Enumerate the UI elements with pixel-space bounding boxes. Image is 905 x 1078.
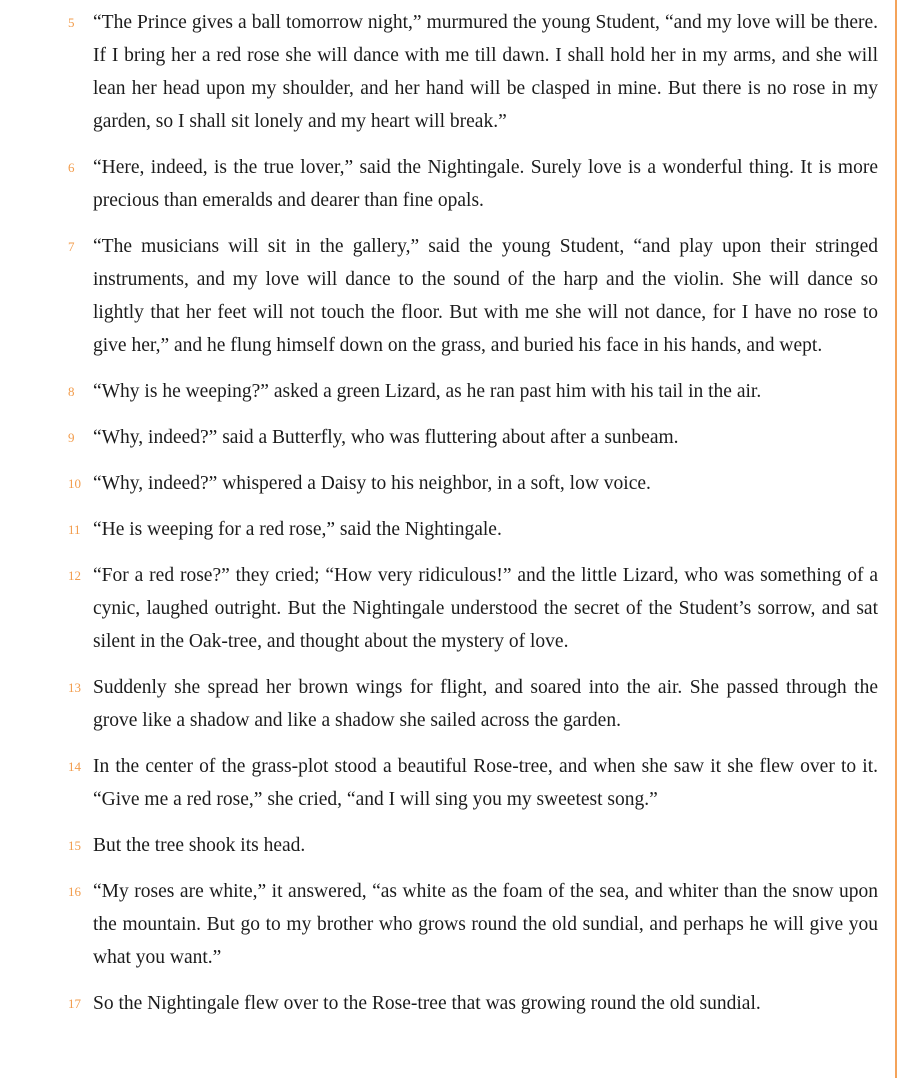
paragraph-text: “My roses are white,” it answered, “as white as the foam of the sea, and whiter than the snow upon the mountain. But go to my brother who grows round the old sundial, and perhaps he will give you what you want.” [93, 881, 878, 968]
paragraph-number: 5 [68, 15, 75, 30]
paragraph-number: 12 [68, 568, 81, 583]
paragraph-7 [0, 230, 878, 362]
paragraph-text: “Here, indeed, is the true lover,” said the Nightingale. Surely love is a wonderful thing. It is more precious than emeralds and dearer than fine opals. [93, 157, 878, 211]
paragraph-number: 10 [68, 476, 81, 491]
paragraph-5 [0, 6, 878, 138]
paragraph-9 [0, 421, 878, 454]
paragraph-number: 14 [68, 759, 81, 774]
paragraph-text: “The musicians will sit in the gallery,” said the young Student, “and play upon their stringed instruments, and my love will dance to the sound of the harp and the violin. She will dance so lightly that her feet will not touch the floor. But with me she will not dance, for I have no rose to give her,” and he flung himself down on the grass, and buried his face in his hands, and wept. [93, 236, 878, 356]
paragraph-text: “The Prince gives a ball tomorrow night,” murmured the young Student, “and my love will be there. If I bring her a red rose she will dance with me till dawn. I shall hold her in my arms, and she will lean her head upon my shoulder, and her hand will be clasped in mine. But there is no rose in my garden, so I shall sit lonely and my heart will break.” [93, 12, 878, 132]
paragraph-number: 15 [68, 838, 81, 853]
paragraph-14 [0, 750, 878, 816]
paragraph-number: 13 [68, 680, 81, 695]
paragraph-8 [0, 375, 878, 408]
paragraph-number: 16 [68, 884, 81, 899]
paragraph-6 [0, 151, 878, 217]
paragraph-text: “Why, indeed?” said a Butterfly, who was fluttering about after a sunbeam. [93, 427, 679, 448]
paragraph-text: In the center of the grass-plot stood a beautiful Rose-tree, and when she saw it she flew over to it. “Give me a red rose,” she cried, “and I will sing you my sweetest song.” [93, 756, 878, 810]
paragraph-text: So the Nightingale flew over to the Rose-tree that was growing round the old sundial. [93, 993, 761, 1014]
paragraph-10 [0, 467, 878, 500]
paragraph-12 [0, 559, 878, 658]
paragraph-number: 8 [68, 384, 75, 399]
paragraph-number: 11 [68, 522, 81, 537]
paragraph-number: 9 [68, 430, 75, 445]
paragraph-number: 6 [68, 160, 75, 175]
paragraph-text: “Why is he weeping?” asked a green Lizard, as he ran past him with his tail in the air. [93, 381, 762, 402]
paragraph-16 [0, 875, 878, 974]
paragraph-13 [0, 671, 878, 737]
paragraph-17 [0, 987, 878, 1020]
paragraph-text: Suddenly she spread her brown wings for flight, and soared into the air. She passed through the grove like a shadow and like a shadow she sailed across the garden. [93, 677, 878, 731]
paragraph-text: “Why, indeed?” whispered a Daisy to his neighbor, in a soft, low voice. [93, 473, 651, 494]
paragraph-11 [0, 513, 878, 546]
paragraph-15 [0, 829, 878, 862]
story-text-column [0, 6, 905, 1033]
paragraph-number: 17 [68, 996, 81, 1011]
paragraph-text: “For a red rose?” they cried; “How very ridiculous!” and the little Lizard, who was something of a cynic, laughed outright. But the Nightingale understood the secret of the Student’s sorrow, and sat silent in the Oak-tree, and thought about the mystery of love. [93, 565, 878, 652]
paragraph-text: “He is weeping for a red rose,” said the Nightingale. [93, 519, 502, 540]
paragraph-number: 7 [68, 239, 75, 254]
paragraph-text: But the tree shook its head. [93, 835, 306, 856]
